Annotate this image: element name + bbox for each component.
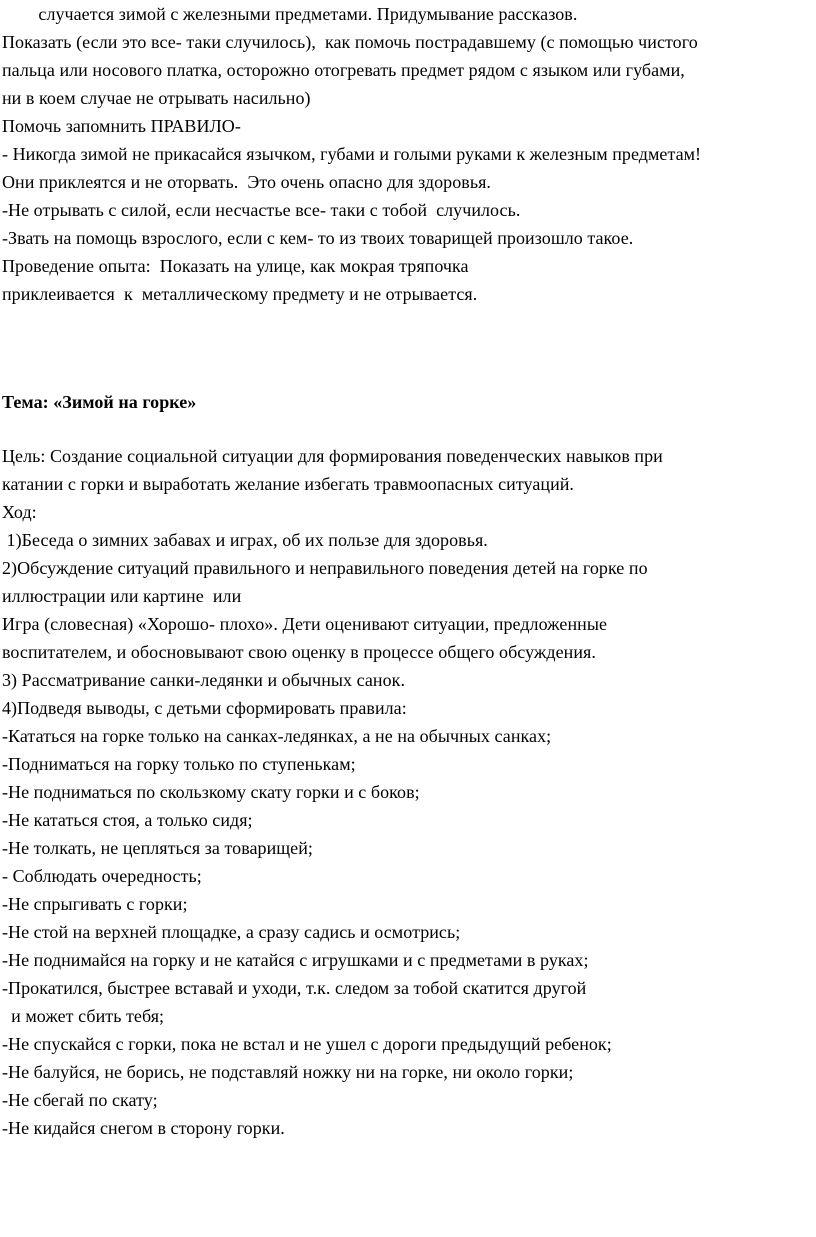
text-line: Цель: Создание социальной ситуации для формирования поведенческих навыков при — [2, 446, 663, 466]
rule-item: -Не подниматься по скользкому скату горки и с боков; — [2, 782, 420, 802]
text-line: 2)Обсуждение ситуаций правильного и неправильного поведения детей на горке по — [2, 558, 648, 578]
section-title: Тема: «Зимой на горке» — [2, 392, 197, 412]
rule-item: -Не поднимайся на горку и не катайся с игрушками и с предметами в руках; — [2, 950, 589, 970]
rule-item: -Не кататься стоя, а только сидя; — [2, 810, 253, 830]
text-line: ни в коем случае не отрывать насильно) — [2, 88, 311, 108]
rule-item: -Не балуйся, не борись, не подставляй ножку ни на горке, ни около горки; — [2, 1062, 574, 1082]
text-line: Показать (если это все- таки случилось), как помочь пострадавшему (с помощью чистого — [2, 32, 698, 52]
rule-item: и может сбить тебя; — [2, 1006, 165, 1026]
rule-item: -Кататься на горке только на санках-ледянках, а не на обычных санках; — [2, 726, 552, 746]
rule-item: -Не кидайся снегом в сторону горки. — [2, 1118, 285, 1138]
text-line: Помочь запомнить ПРАВИЛО- — [2, 116, 241, 136]
text-line: Ход: — [2, 502, 37, 522]
text-line: Они приклеятся и не оторвать. Это очень опасно для здоровья. — [2, 172, 491, 192]
text-line: катании с горки и выработать желание избегать травмоопасных ситуаций. — [2, 474, 574, 494]
text-line: иллюстрации или картине или — [2, 586, 242, 606]
text-line: Проведение опыта: Показать на улице, как мокрая тряпочка — [2, 256, 469, 276]
text-line: - Никогда зимой не прикасайся язычком, губами и голыми руками к железным предметам! — [2, 144, 702, 164]
text-line: случается зимой с железными предметами. Придумывание рассказов. — [2, 4, 578, 24]
text-line: приклеивается к металлическому предмету и не отрывается. — [2, 284, 478, 304]
rule-item: -Прокатился, быстрее вставай и уходи, т.к. следом за тобой скатится другой — [2, 978, 587, 998]
text-line: -Звать на помощь взрослого, если с кем- то из твоих товарищей произошло такое. — [2, 228, 634, 248]
text-line: 1)Беседа о зимних забавах и играх, об их пользе для здоровья. — [2, 530, 488, 550]
rule-item: -Не сбегай по скату; — [2, 1090, 158, 1110]
text-line: 3) Рассматривание санки-ледянки и обычных санок. — [2, 670, 406, 690]
rule-item: -Не стой на верхней площадке, а сразу садись и осмотрись; — [2, 922, 461, 942]
rule-item: - Соблюдать очередность; — [2, 866, 202, 886]
rule-item: -Не спускайся с горки, пока не встал и не ушел с дороги предыдущий ребенок; — [2, 1034, 612, 1054]
text-line: пальца или носового платка, осторожно отогревать предмет рядом с языком или губами, — [2, 60, 685, 80]
text-line: Игра (словесная) «Хорошо- плохо». Дети оценивают ситуации, предложенные — [2, 614, 608, 634]
text-line: 4)Подведя выводы, с детьми сформировать правила: — [2, 698, 407, 718]
text-line: воспитателем, и обосновывают свою оценку в процессе общего обсуждения. — [2, 642, 596, 662]
rule-item: -Не спрыгивать с горки; — [2, 894, 188, 914]
text-line: -Не отрывать с силой, если несчастье все- таки с тобой случилось. — [2, 200, 521, 220]
rule-item: -Не толкать, не цепляться за товарищей; — [2, 838, 313, 858]
rule-item: -Подниматься на горку только по ступенькам; — [2, 754, 356, 774]
